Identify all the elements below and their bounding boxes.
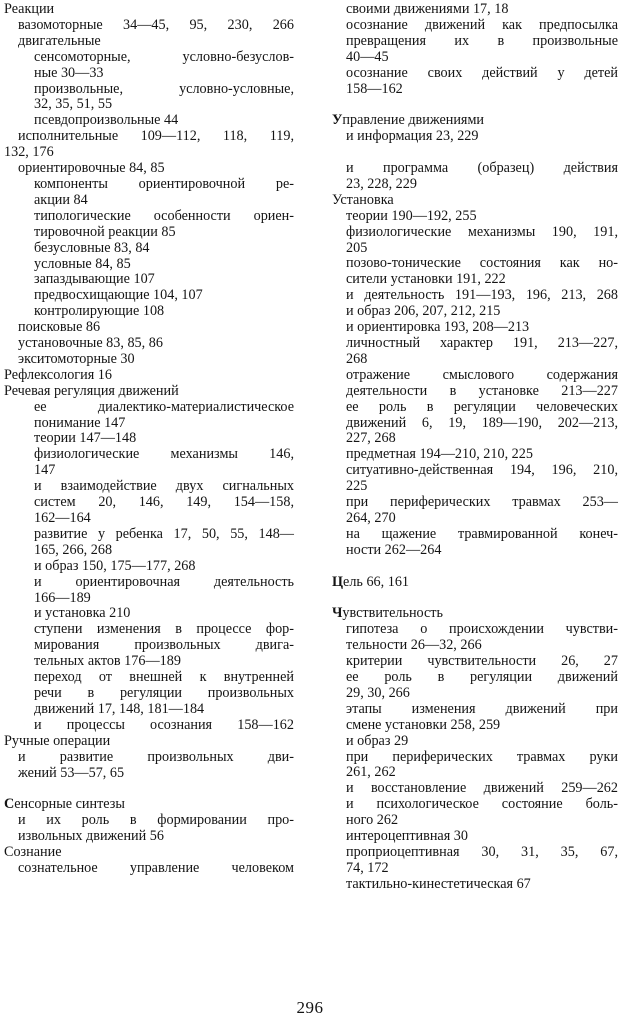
index-subentry: систем 20, 146, 149, 154—158,: [34, 494, 294, 511]
index-subentry: 23, 228, 229: [346, 175, 417, 192]
page-number: 296: [296, 998, 324, 1017]
index-subentry: и образ 206, 207, 212, 215: [346, 303, 501, 320]
index-subentry: тельных актов 176—189: [34, 653, 181, 670]
index-heading: Управление движениями: [332, 112, 485, 129]
index-subentry: речи в регуляции произвольных: [34, 684, 294, 701]
index-subentry: и ориентировка 193, 208—213: [346, 319, 530, 336]
index-subentry: сители установки 191, 222: [346, 271, 506, 288]
index-subentry: запаздывающие 107: [34, 271, 155, 288]
index-subentry: 166—189: [34, 589, 91, 606]
index-subentry: 74, 172: [346, 859, 389, 876]
index-subentry: псевдопроизвольные 44: [34, 112, 179, 129]
index-subentry: ее роль в регуляции движений: [346, 669, 618, 685]
index-subentry: ее роль в регуляции человеческих: [346, 398, 618, 415]
index-subentry: превращения их в произвольные: [346, 32, 618, 49]
index-subentry: ситуативно-действенная 194, 196, 210,: [346, 462, 618, 479]
index-heading: Ручные операции: [4, 732, 111, 749]
index-subentry: тактильно-кинестетическая 67: [346, 875, 531, 892]
index-subentry: позово-тонические состояния как но-: [346, 255, 618, 272]
index-subentry: 32, 35, 51, 55: [34, 96, 113, 113]
index-subentry: поисковые 86: [18, 319, 101, 336]
index-subentry: тельности 26—32, 266: [346, 637, 482, 654]
index-subentry: и процессы осознания 158—162: [34, 716, 294, 733]
index-heading: Рефлексология 16: [4, 366, 112, 383]
index-subentry: двигательные: [18, 32, 101, 49]
index-heading: Установка: [332, 191, 394, 208]
index-subentry: извольных движений 56: [18, 828, 164, 845]
index-subentry: при периферических травмах 253—: [346, 494, 618, 511]
index-heading: Реакции: [4, 1, 55, 17]
index-subentry: установочные 83, 85, 86: [18, 335, 163, 352]
index-subentry: и психологическое состояние боль-: [346, 796, 618, 813]
index-subentry: сенсомоторные, условно-безуслов-: [34, 48, 294, 65]
index-subentry: 227, 268: [346, 430, 396, 447]
index-subentry: 29, 30, 266: [346, 684, 410, 701]
index-subentry: ориентировочные 84, 85: [18, 160, 165, 177]
index-subentry: и их роль в формировании про-: [18, 812, 294, 829]
index-subentry: произвольные, условно-условные,: [34, 80, 294, 97]
index-subentry: предвосхищающие 104, 107: [34, 287, 203, 304]
index-subentry: гипотеза о происхождении чувстви-: [346, 621, 618, 638]
index-subentry: смене установки 258, 259: [346, 716, 501, 733]
index-subentry: физиологические механизмы 190, 191,: [346, 223, 618, 240]
index-subentry: компоненты ориентировочной ре-: [34, 175, 294, 192]
index-subentry: 205: [346, 239, 368, 256]
index-subentry: теории 147—148: [34, 430, 137, 447]
index-subentry: личностный характер 191, 213—227,: [346, 335, 618, 351]
index-subentry: развитие у ребенка 17, 50, 55, 148—: [34, 525, 294, 542]
index-subentry: интероцептивная 30: [346, 828, 468, 845]
index-subentry: 162—164: [34, 510, 91, 526]
index-heading: Речевая регуляция движений: [4, 382, 179, 399]
index-heading: Чувствительность: [332, 605, 443, 622]
index-subentry: и программа (образец) действия: [346, 160, 618, 177]
index-subentry: и деятельность 191—193, 196, 213, 268: [346, 287, 618, 304]
index-subentry: 261, 262: [346, 764, 396, 781]
index-subentry: деятельности в установке 213—227: [346, 382, 618, 399]
index-subentry: ного 262: [346, 812, 399, 829]
index-subentry: ступени изменения в процессе фор-: [34, 621, 294, 638]
index-subentry: и взаимодействие двух сигнальных: [34, 478, 294, 495]
index-subentry: ные 30—33: [34, 64, 104, 81]
index-subentry: жений 53—57, 65: [18, 764, 125, 781]
index-subentry: контролирующие 108: [34, 303, 165, 320]
index-subentry: и образ 29: [346, 732, 409, 749]
index-subentry: и образ 150, 175—177, 268: [34, 557, 196, 574]
index-heading: 132, 176: [4, 144, 54, 161]
index-subentry: предметная 194—210, 210, 225: [346, 446, 533, 463]
index-subentry: вазомоторные 34—45, 95, 230, 266: [18, 16, 294, 33]
index-subentry: осознание своих действий у детей: [346, 64, 618, 81]
index-heading: Сознание: [4, 844, 62, 861]
index-subentry: движений 17, 148, 181—184: [34, 700, 205, 717]
index-subentry: отражение смыслового содержания: [346, 366, 618, 383]
index-column-left: [4, 2, 294, 877]
index-column-right: [332, 2, 618, 893]
index-subentry: сознательное управление человеком: [18, 859, 294, 876]
index-subentry: и информация 23, 229: [346, 128, 479, 145]
index-subentry: условные 84, 85: [34, 255, 131, 272]
index-subentry: типологические особенности ориен-: [34, 207, 294, 224]
index-subentry: своими движениями 17, 18: [346, 1, 509, 17]
index-subentry: и установка 210: [34, 605, 131, 622]
index-subentry: критерии чувствительности 26, 27: [346, 653, 618, 670]
index-subentry: на щажение травмированной конеч-: [346, 525, 618, 542]
index-subentry: физиологические механизмы 146,: [34, 446, 294, 463]
index-subentry: проприоцептивная 30, 31, 35, 67,: [346, 843, 618, 860]
index-subentry: 40—45: [346, 48, 389, 65]
index-subentry: 225: [346, 478, 368, 495]
index-subentry: при периферических травмах руки: [346, 748, 618, 765]
index-subentry: тировочной реакции 85: [34, 223, 176, 240]
entry-spacer: [332, 145, 618, 161]
index-subentry: 264, 270: [346, 509, 396, 526]
index-subentry: движений 6, 19, 189—190, 202—213,: [346, 414, 618, 431]
index-subentry: и восстановление движений 259—262: [346, 780, 618, 797]
index-subentry: исполнительные 109—112, 118, 119,: [18, 128, 294, 145]
index-subentry: 158—162: [346, 80, 403, 97]
index-subentry: ности 262—264: [346, 541, 442, 558]
index-subentry: и развитие произвольных дви-: [18, 748, 294, 765]
index-subentry: акции 84: [34, 191, 88, 208]
index-subentry: осознание движений как предпосылка: [346, 16, 618, 33]
index-heading: Цель 66, 161: [332, 573, 410, 590]
entry-spacer: [4, 781, 294, 797]
index-subentry: переход от внешней к внутренней: [34, 669, 294, 686]
entry-spacer: [332, 559, 618, 575]
index-subentry: мирования произвольных двига-: [34, 637, 294, 654]
index-subentry: 268: [346, 350, 368, 367]
index-subentry: теории 190—192, 255: [346, 207, 477, 224]
entry-spacer: [332, 97, 618, 113]
index-subentry: безусловные 83, 84: [34, 239, 150, 256]
index-subentry: ее диалектико-материалистическое: [34, 398, 294, 415]
index-heading: Сенсорные синтезы: [4, 796, 125, 813]
index-subentry: экситомоторные 30: [18, 350, 135, 367]
entry-spacer: [332, 590, 618, 606]
index-subentry: 147: [34, 462, 56, 479]
index-subentry: понимание 147: [34, 414, 126, 431]
index-subentry: 165, 266, 268: [34, 541, 113, 558]
index-subentry: и ориентировочная деятельность: [34, 573, 294, 590]
index-subentry: этапы изменения движений при: [346, 700, 618, 717]
